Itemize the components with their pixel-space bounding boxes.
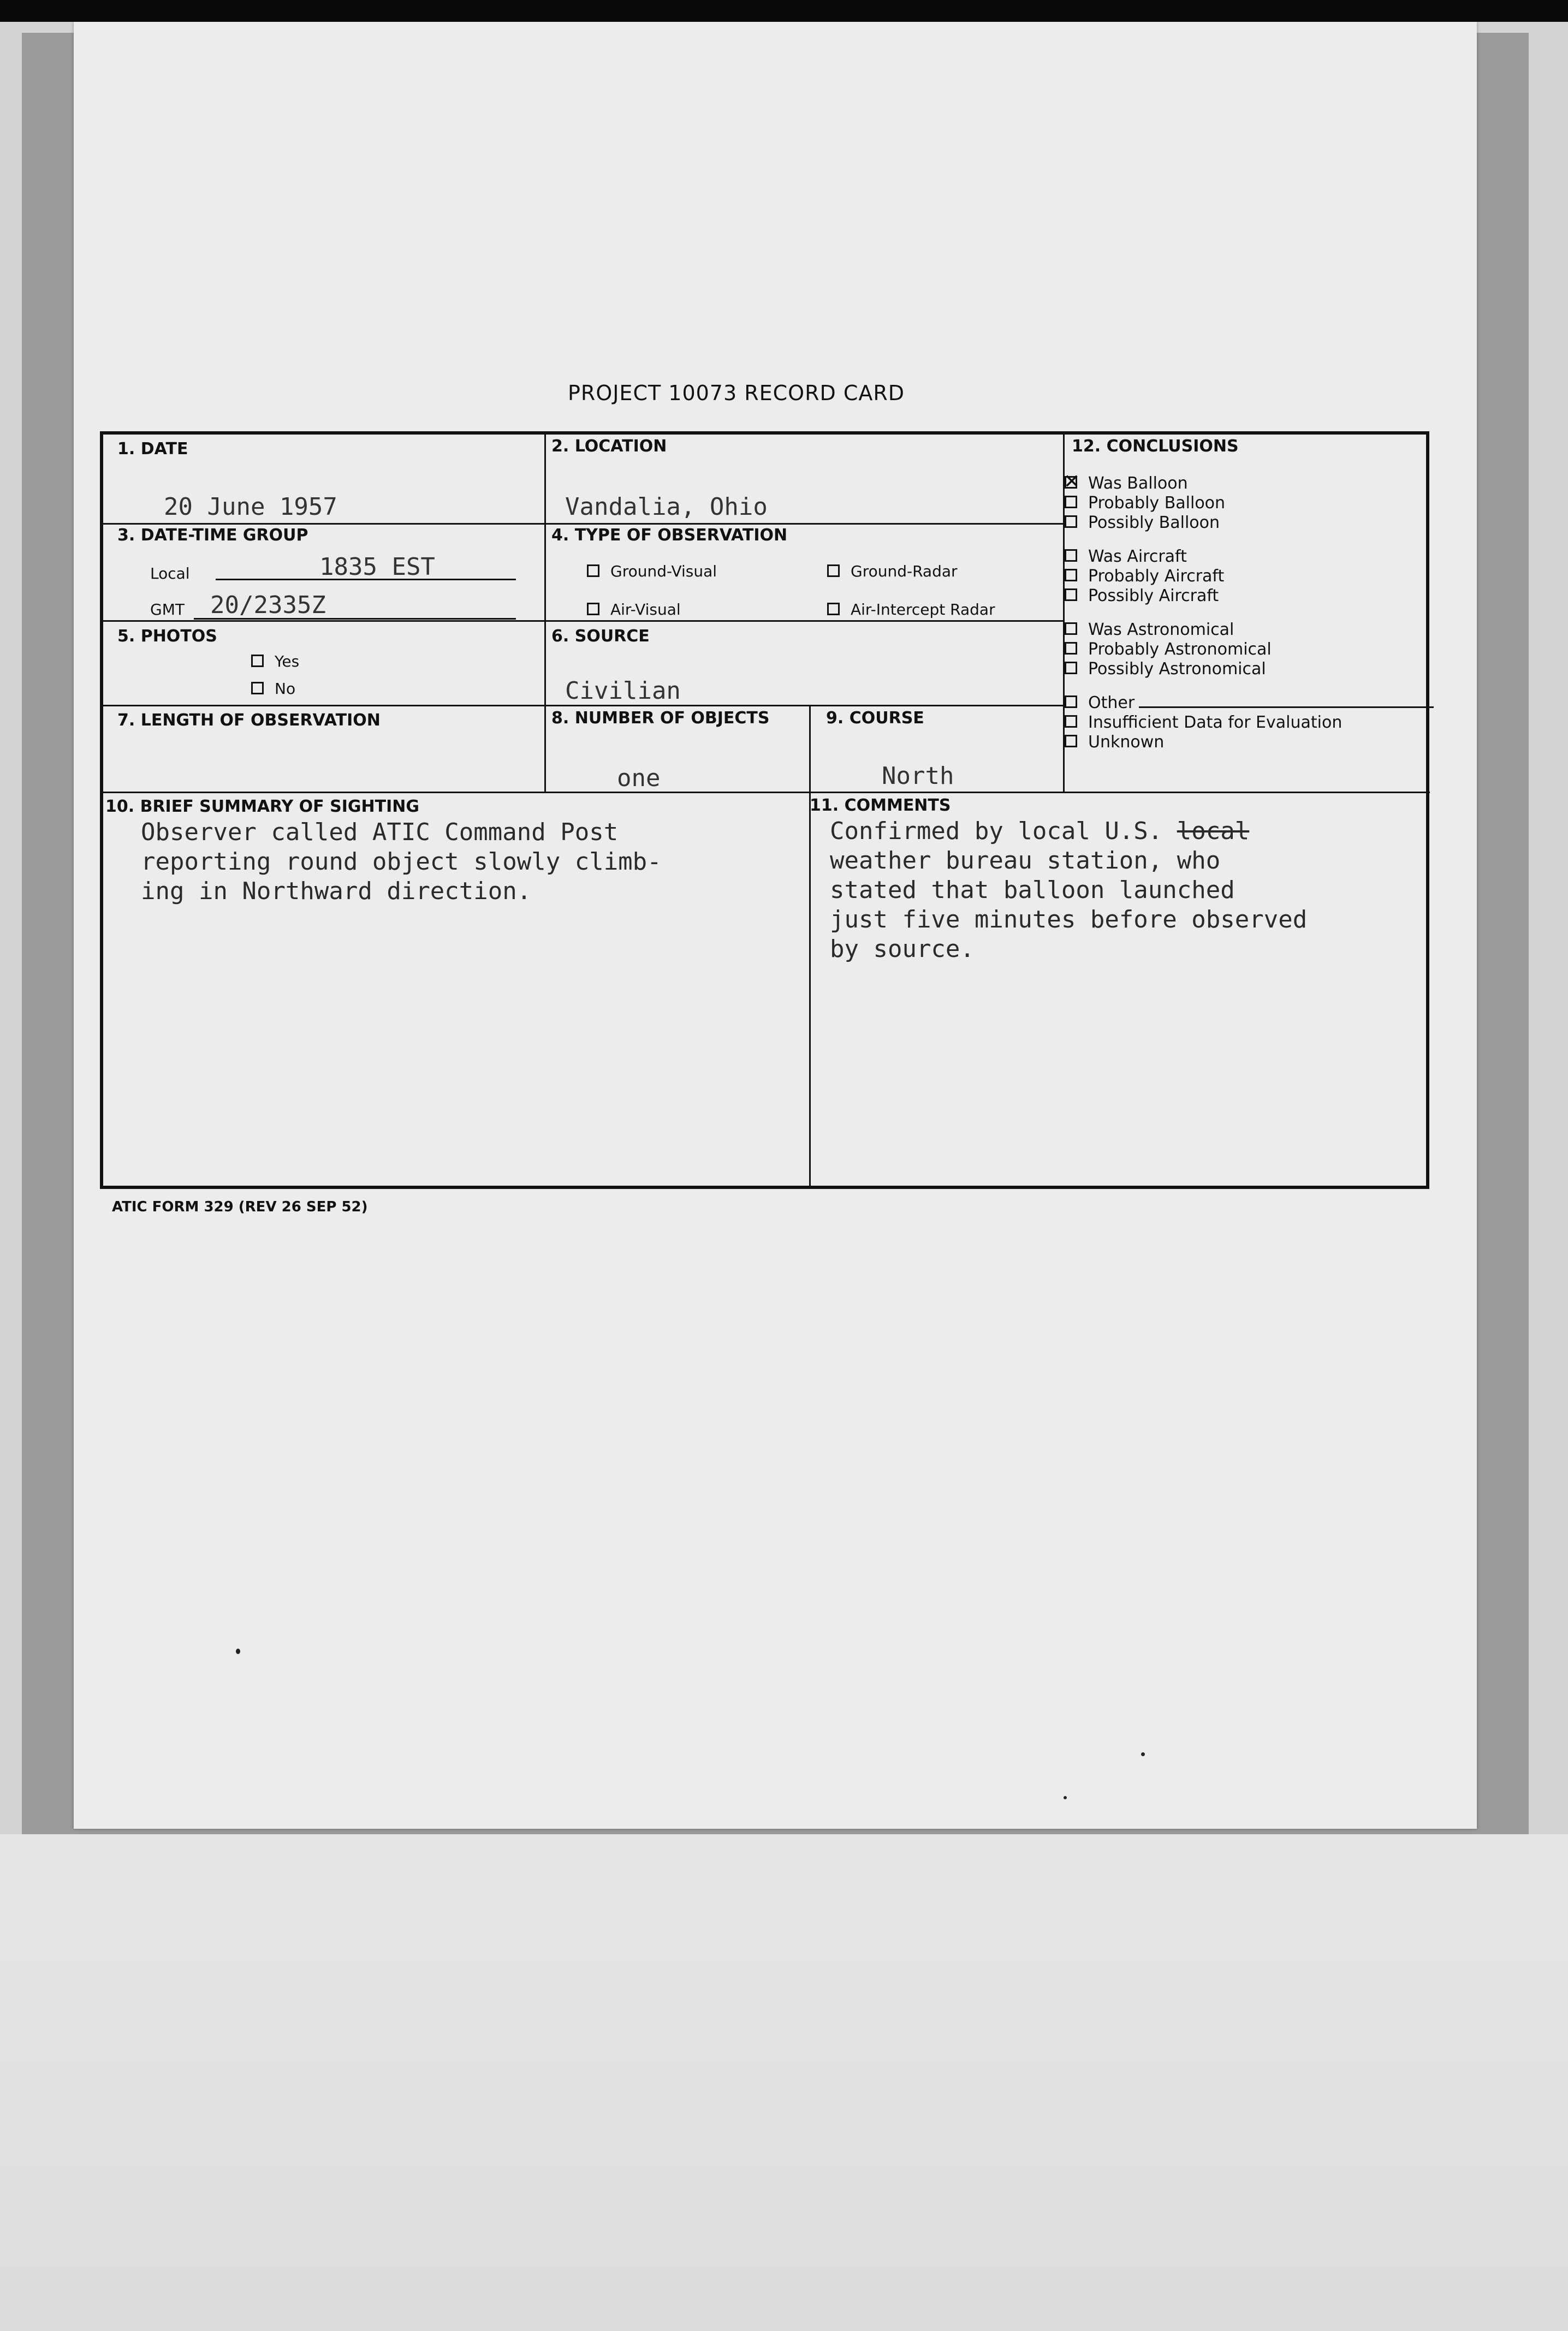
checkbox-icon bbox=[1065, 715, 1077, 728]
local-value: 1835 EST bbox=[319, 553, 435, 581]
checkbox-icon bbox=[1065, 549, 1077, 562]
option-air-visual bbox=[587, 600, 681, 619]
conclusion-possibly-astronomical bbox=[1065, 659, 1434, 679]
date-time-group-label: 3. DATE-TIME GROUP bbox=[117, 526, 308, 545]
option-ground-radar bbox=[827, 562, 958, 580]
conclusion-label: Probably Aircraft bbox=[1088, 567, 1225, 586]
option-label: Air-Visual bbox=[610, 600, 681, 619]
card-title: PROJECT 10073 RECORD CARD bbox=[568, 381, 905, 405]
comments-rest: weather bureau station, who stated that balloon launched just five minutes before observed by source. bbox=[830, 847, 1308, 963]
gmt-label: GMT bbox=[150, 600, 185, 619]
source-value: Civilian bbox=[565, 677, 681, 705]
checkbox-icon bbox=[1065, 662, 1077, 674]
conclusion-label: Other bbox=[1088, 693, 1135, 712]
checkbox-icon bbox=[1065, 695, 1077, 708]
checkbox-icon bbox=[251, 682, 264, 694]
checkbox-icon bbox=[251, 655, 264, 667]
summary-label: 10. BRIEF SUMMARY OF SIGHTING bbox=[105, 797, 419, 816]
check-mark-icon: ✕ bbox=[1064, 471, 1080, 493]
option-ground-visual bbox=[587, 562, 717, 580]
option-label: Air-Intercept Radar bbox=[851, 600, 995, 619]
number-of-objects-value: one bbox=[617, 764, 661, 792]
comments-text bbox=[830, 817, 1307, 964]
conclusions-label: 12. CONCLUSIONS bbox=[1072, 437, 1239, 456]
number-of-objects-label: 8. NUMBER OF OBJECTS bbox=[551, 709, 770, 728]
comments-struck-word: local bbox=[1177, 817, 1250, 845]
conclusion-other bbox=[1065, 693, 1434, 713]
conclusion-label: Was Balloon bbox=[1088, 474, 1188, 493]
checkbox-icon bbox=[827, 564, 840, 577]
checkbox-icon bbox=[1065, 515, 1077, 528]
checkbox-icon bbox=[1065, 496, 1077, 508]
divider-row4 bbox=[103, 792, 1430, 793]
checkbox-icon bbox=[587, 564, 599, 577]
other-underline bbox=[1139, 706, 1434, 708]
conclusions-list bbox=[1065, 474, 1434, 752]
checkbox-icon bbox=[1065, 735, 1077, 747]
divider-row2 bbox=[103, 620, 1063, 622]
conclusion-label: Was Astronomical bbox=[1088, 620, 1234, 639]
conclusion-label: Insufficient Data for Evaluation bbox=[1088, 713, 1343, 732]
conclusion-label: Possibly Aircraft bbox=[1088, 586, 1219, 605]
option-label: Ground-Radar bbox=[851, 562, 958, 580]
checkbox-icon bbox=[1065, 569, 1077, 581]
conclusion-label: Unknown bbox=[1088, 733, 1165, 752]
checkbox-icon bbox=[1065, 622, 1077, 635]
conclusion-possibly-balloon bbox=[1065, 513, 1434, 533]
divider-col1 bbox=[544, 435, 546, 792]
source-label: 6. SOURCE bbox=[551, 627, 650, 646]
course-label: 9. COURSE bbox=[826, 709, 924, 728]
checkbox-icon bbox=[1065, 642, 1077, 655]
divider-col2 bbox=[809, 705, 811, 1189]
photos-yes bbox=[251, 652, 299, 670]
conclusion-was-aircraft bbox=[1065, 547, 1434, 567]
option-label: Ground-Visual bbox=[610, 562, 717, 580]
conclusion-label: Probably Balloon bbox=[1088, 493, 1226, 513]
summary-text: Observer called ATIC Command Post reporting round object slowly climb- ing in Northward direction. bbox=[141, 818, 662, 905]
speck bbox=[1064, 1796, 1067, 1799]
speck bbox=[1141, 1752, 1145, 1756]
option-air-intercept-radar bbox=[827, 600, 995, 619]
conclusion-label: Was Aircraft bbox=[1088, 547, 1187, 566]
comments-label: 11. COMMENTS bbox=[810, 796, 951, 815]
option-label: Yes bbox=[275, 652, 300, 670]
local-label: Local bbox=[150, 564, 190, 582]
conclusion-probably-balloon bbox=[1065, 493, 1434, 513]
date-value: 20 June 1957 bbox=[164, 493, 337, 521]
location-label: 2. LOCATION bbox=[551, 437, 667, 456]
speck bbox=[236, 1649, 240, 1654]
divider-row3 bbox=[103, 705, 1063, 706]
conclusion-was-astronomical bbox=[1065, 620, 1434, 640]
conclusion-probably-aircraft bbox=[1065, 567, 1434, 586]
comments-line1: Confirmed by local U.S. bbox=[830, 817, 1177, 845]
divider-row1 bbox=[103, 523, 1063, 525]
photos-no bbox=[251, 680, 295, 698]
conclusion-label: Probably Astronomical bbox=[1088, 640, 1272, 659]
type-of-observation-label: 4. TYPE OF OBSERVATION bbox=[551, 526, 788, 545]
location-value: Vandalia, Ohio bbox=[565, 493, 768, 521]
form-number: ATIC FORM 329 (REV 26 SEP 52) bbox=[112, 1199, 368, 1215]
option-label: No bbox=[275, 680, 296, 698]
film-edge bbox=[0, 0, 1568, 22]
conclusion-label: Possibly Astronomical bbox=[1088, 659, 1266, 679]
course-value: North bbox=[882, 762, 954, 790]
checkbox-icon bbox=[1065, 588, 1077, 601]
conclusion-was-balloon bbox=[1065, 474, 1434, 493]
checkbox-icon bbox=[587, 603, 599, 615]
conclusion-label: Possibly Balloon bbox=[1088, 513, 1220, 532]
lower-background bbox=[0, 1834, 1568, 2331]
conclusion-possibly-aircraft bbox=[1065, 586, 1434, 606]
date-label: 1. DATE bbox=[117, 439, 188, 459]
conclusion-probably-astronomical bbox=[1065, 640, 1434, 659]
length-label: 7. LENGTH OF OBSERVATION bbox=[117, 711, 381, 730]
conclusion-unknown bbox=[1065, 733, 1434, 752]
gmt-value: 20/2335Z bbox=[210, 591, 326, 619]
photos-label: 5. PHOTOS bbox=[117, 627, 217, 646]
conclusion-insufficient-data bbox=[1065, 713, 1434, 733]
checkbox-icon bbox=[827, 603, 840, 615]
